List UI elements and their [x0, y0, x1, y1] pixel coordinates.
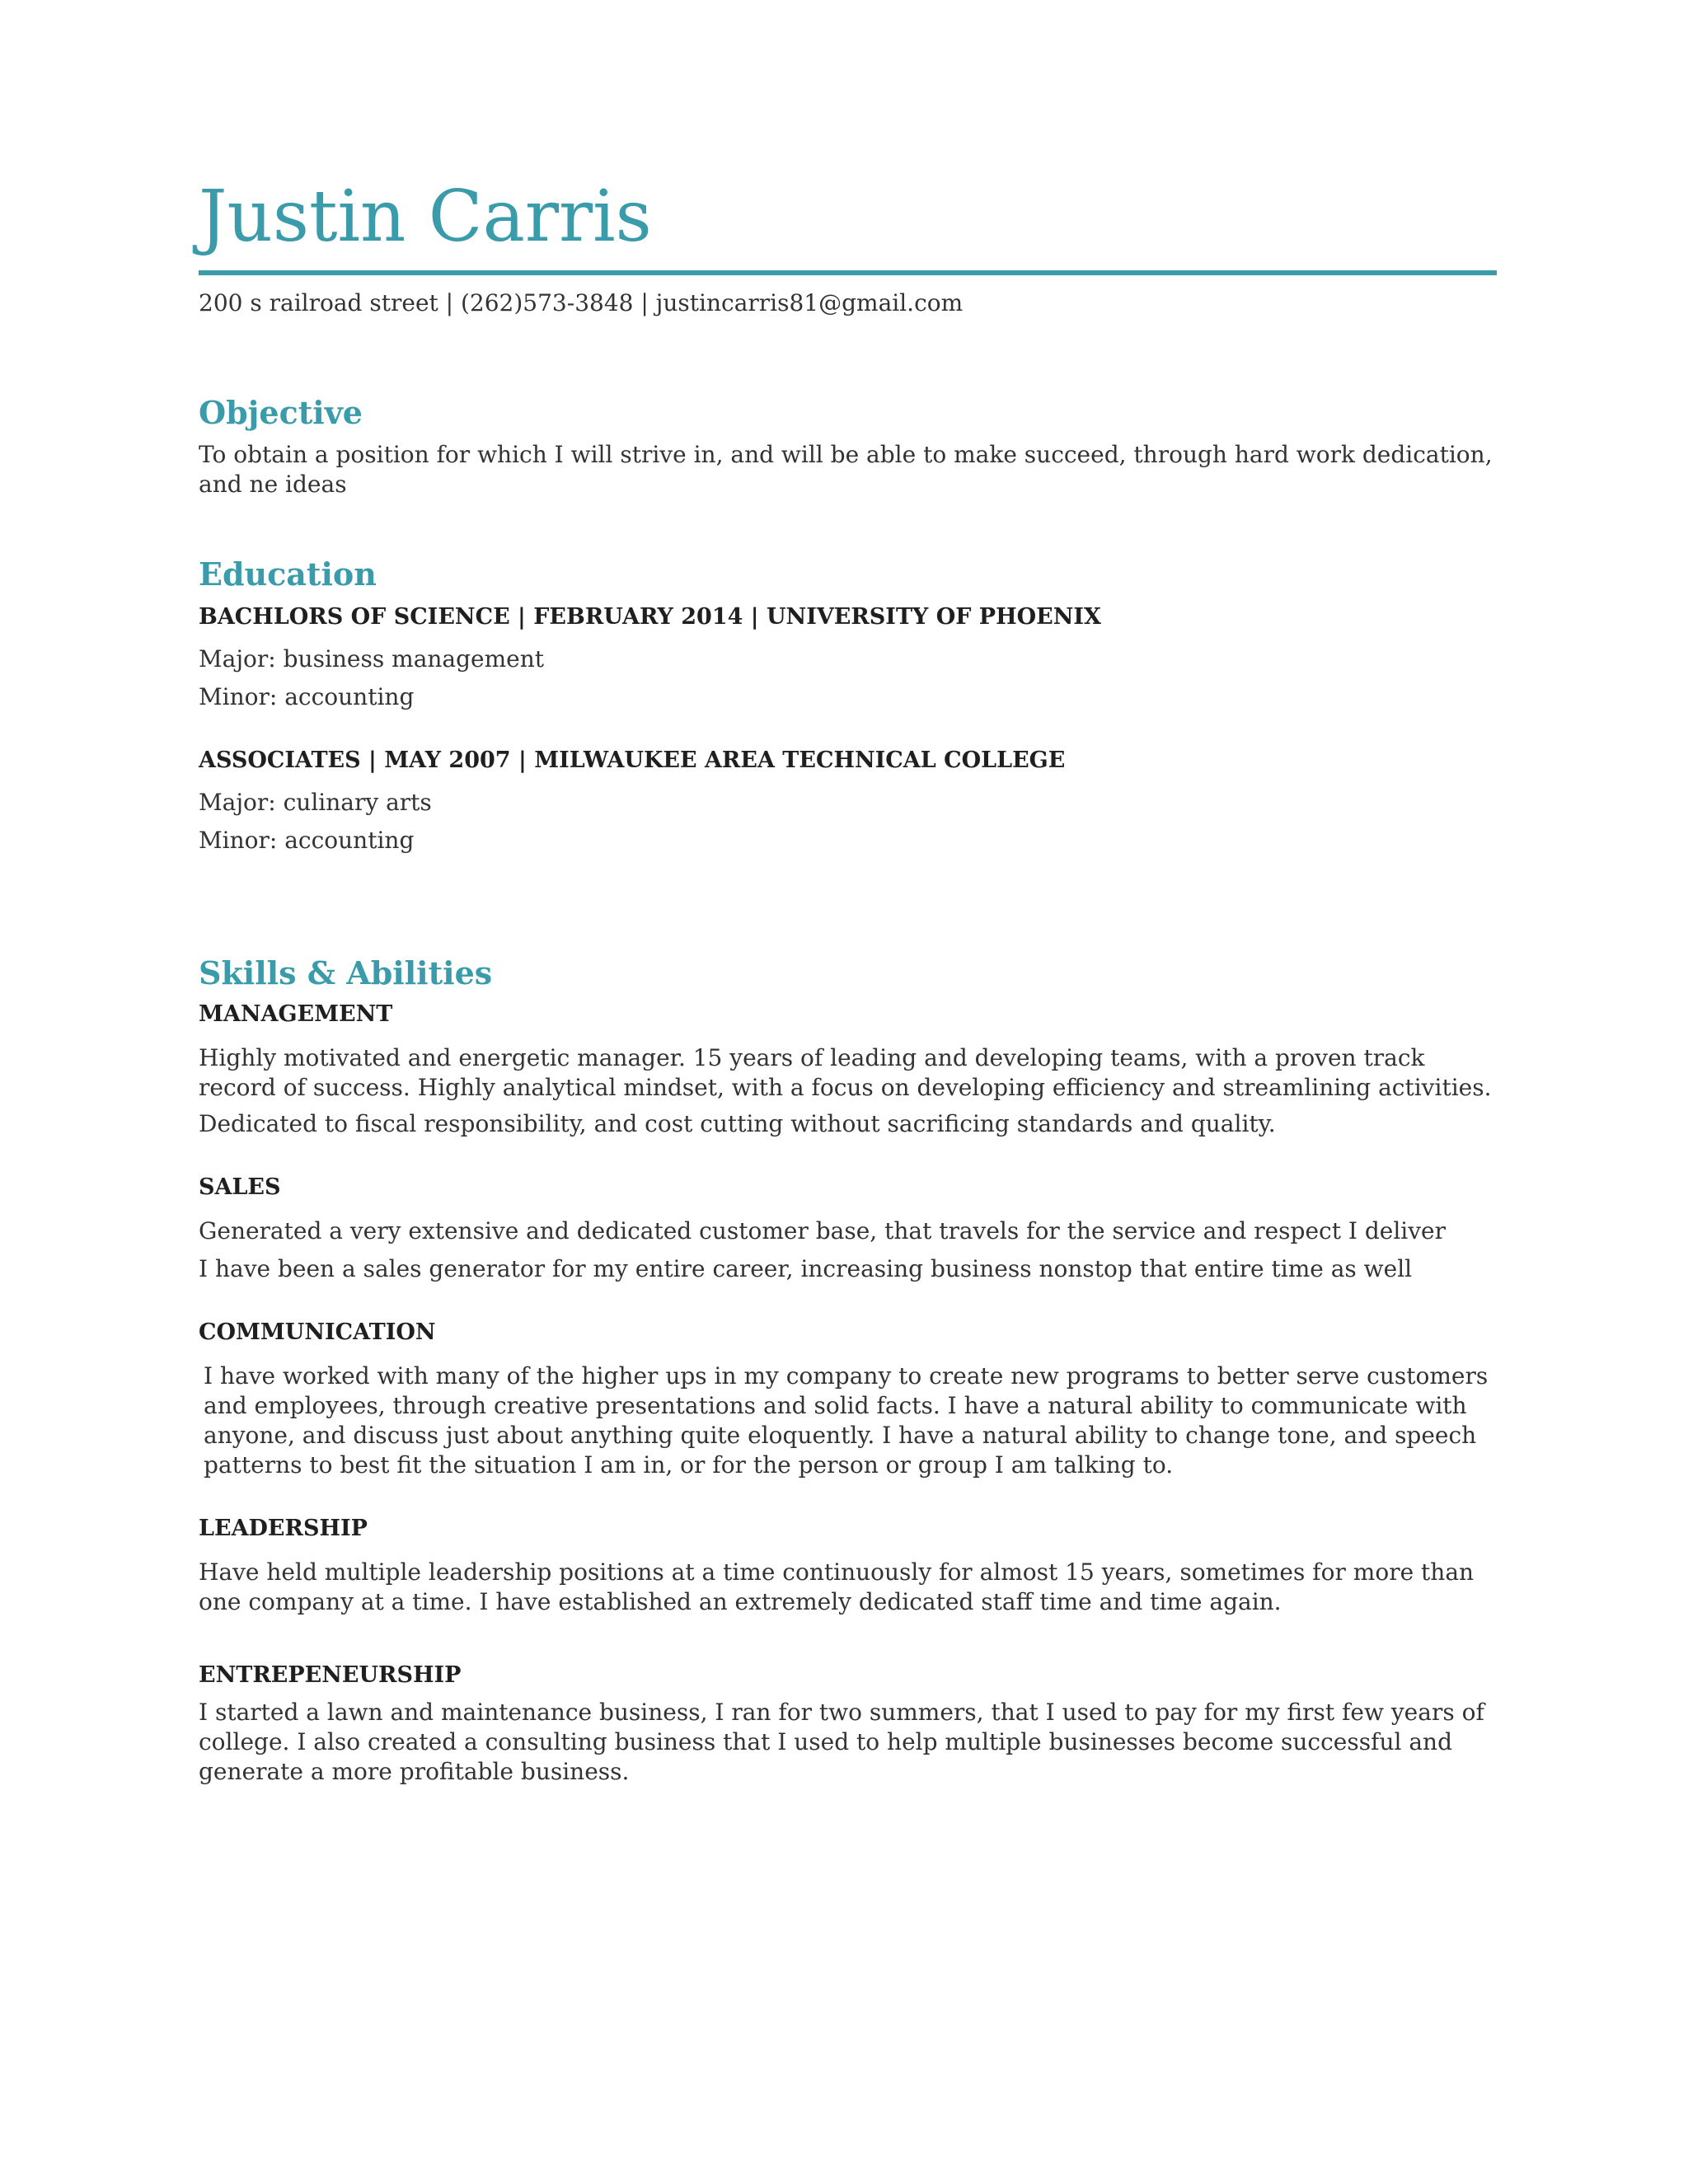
- education-heading-1: BACHLORS OF SCIENCE | FEBRUARY 2014 | UNIVERSITY OF PHOENIX: [199, 604, 1101, 630]
- skill-heading-sales: SALES: [199, 1174, 281, 1200]
- header-divider: [199, 270, 1497, 275]
- skill-heading-communication: COMMUNICATION: [199, 1319, 436, 1345]
- education-major-1: Major: business management: [199, 645, 545, 673]
- section-title-objective: Objective: [199, 394, 363, 431]
- contact-line: 200 s railroad street | (262)573-3848 | justincarris81@gmail.com: [199, 289, 964, 316]
- candidate-name: Justin Carris: [199, 176, 652, 258]
- skill-leadership-p1: Have held multiple leadership positions at a time continuously for almost 15 years, sometimes for more than one company at a time. I have established an extremely dedicated staff time and time again.: [199, 1558, 1475, 1615]
- skill-heading-management: MANAGEMENT: [199, 1001, 393, 1027]
- skill-sales-p1: Generated a very extensive and dedicated customer base, that travels for the service and respect I deliver: [199, 1217, 1447, 1244]
- skill-communication-p1: I have worked with many of the higher ups in my company to create new programs to better serve customers and employees, through creative presentations and solid facts. I have a natural ability to communicate with anyone, and discuss just about anything quite eloquently. I have a natural ability to change tone, and speech patterns to best fit the situation I am in, or for the person or group I am talking to.: [204, 1362, 1489, 1479]
- skill-sales-p2: I have been a sales generator for my entire career, increasing business nonstop that entire time as well: [199, 1255, 1413, 1282]
- resume-content: [199, 173, 1497, 1787]
- skill-management-p1: Highly motivated and energetic manager. 15 years of leading and developing teams, with a proven track record of success. Highly analytical mindset, with a focus on developing efficiency and streamlining activities.: [199, 1044, 1492, 1101]
- skill-management-p2: Dedicated to fiscal responsibility, and cost cutting without sacrificing standards and quality.: [199, 1110, 1276, 1137]
- section-title-skills: Skills & Abilities: [199, 954, 493, 991]
- section-title-education: Education: [199, 555, 377, 593]
- education-major-2: Major: culinary arts: [199, 789, 432, 816]
- skill-entrepreneurship-p1: I started a lawn and maintenance business, I ran for two summers, that I used to pay for my first few years of college. I also created a consulting business that I used to help multiple businesses become successful and generate a more profitable business.: [199, 1699, 1484, 1785]
- education-minor-1: Minor: accounting: [199, 683, 415, 710]
- objective-text: To obtain a position for which I will strive in, and will be able to make succeed, through hard work dedication, and ne ideas: [199, 441, 1493, 498]
- skill-heading-leadership: LEADERSHIP: [199, 1516, 368, 1541]
- education-heading-2: ASSOCIATES | MAY 2007 | MILWAUKEE AREA TECHNICAL COLLEGE: [199, 748, 1066, 773]
- education-minor-2: Minor: accounting: [199, 827, 415, 854]
- skill-heading-entrepreneurship: ENTREPENEURSHIP: [199, 1662, 462, 1688]
